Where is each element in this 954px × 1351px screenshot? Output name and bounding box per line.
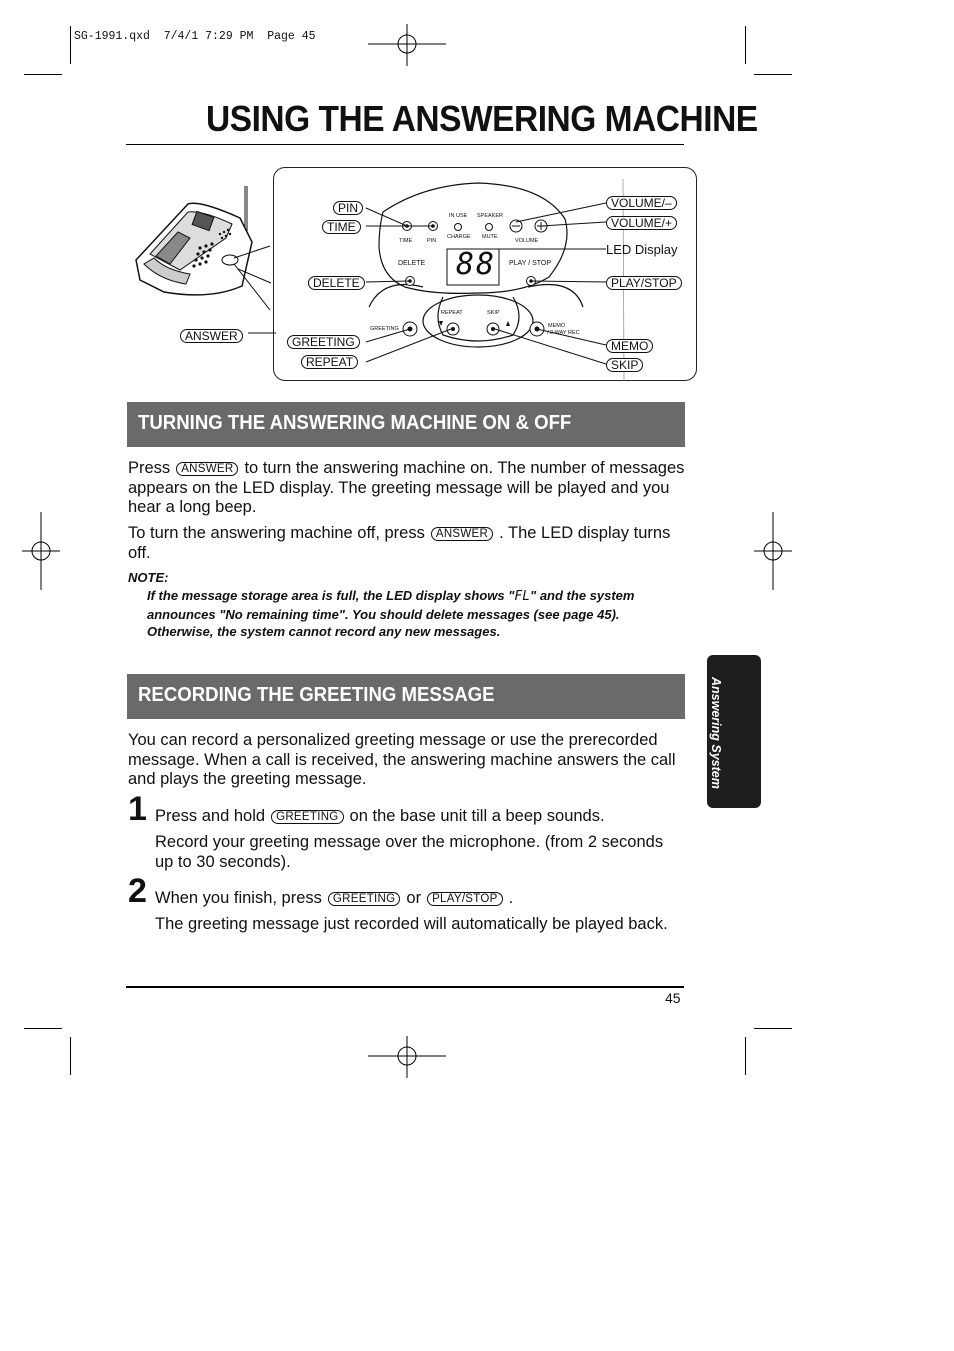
step-number-1: 1 — [128, 790, 147, 828]
callout-repeat: REPEAT — [301, 355, 358, 369]
note-text-after: " and the system announces "No remaining time". You should delete messages (see page 45). Otherwise, the system cannot record any new messages. — [147, 588, 635, 639]
registration-mark-bottom — [368, 1036, 446, 1078]
step1-text-before: Press and hold — [155, 807, 266, 825]
crop-mark — [745, 26, 746, 64]
crop-mark — [24, 74, 62, 75]
panel-label-volume: VOLUME — [515, 238, 539, 244]
crop-mark — [70, 26, 71, 64]
greeting-key-inline: GREETING — [328, 892, 400, 906]
p2-text-before: To turn the answering machine off, press — [128, 524, 425, 542]
callout-time: TIME — [322, 220, 361, 234]
paragraph-greeting-intro: You can record a personalized greeting message or use the prerecorded message. When a call is received, the answering machine answers the call and plays the greeting message. — [128, 731, 676, 788]
page-title: USING THE ANSWERING MACHINE — [206, 98, 758, 139]
p2-text-after: . The LED display turns off. — [128, 524, 671, 562]
crop-mark — [754, 1028, 792, 1029]
callout-led-display: LED Display — [606, 242, 678, 257]
callout-memo: MEMO — [606, 339, 653, 353]
step2-or: or — [406, 889, 422, 907]
panel-label-pin: PIN — [427, 238, 437, 244]
registration-mark-right — [754, 512, 792, 590]
print-header: SG-1991.qxd 7/4/1 7:29 PM Page 45 — [74, 30, 316, 43]
note-label: NOTE: — [128, 570, 169, 585]
callout-volume-plus: VOLUME/+ — [606, 216, 677, 230]
callout-play-stop: PLAY/STOP — [606, 276, 682, 290]
title-rule — [126, 144, 684, 145]
panel-label-delete: DELETE — [398, 260, 426, 267]
panel-label-time: TIME — [399, 238, 413, 244]
callout-delete: DELETE — [308, 276, 365, 290]
callout-volume-minus: VOLUME/– — [606, 196, 677, 210]
registration-mark-top — [368, 24, 446, 66]
answer-key-inline: ANSWER — [176, 462, 238, 476]
footer-rule — [126, 986, 684, 988]
callout-answer: ANSWER — [180, 329, 243, 343]
panel-label-in-use: IN USE — [449, 213, 468, 219]
step2-instruction — [155, 889, 685, 909]
p1-text-after: to turn the answering machine on. The number of messages appears on the LED display. The greeting message will be played and you hear a long beep. — [128, 459, 685, 516]
crop-mark — [24, 1028, 62, 1029]
note-led-fl: FL — [514, 589, 531, 604]
callout-greeting: GREETING — [287, 335, 360, 349]
step2-text-before: When you finish, press — [155, 889, 322, 907]
callout-skip: SKIP — [606, 358, 643, 372]
section-heading-on-off-text: TURNING THE ANSWERING MACHINE ON & OFF — [138, 412, 572, 434]
answer-key-inline: ANSWER — [431, 527, 493, 541]
paragraph-answer-off — [128, 524, 688, 563]
note-text — [147, 587, 677, 641]
panel-label-repeat: REPEAT — [441, 310, 463, 316]
side-tab-label: Answering System — [709, 677, 723, 789]
callout-pin: PIN — [333, 201, 363, 215]
step-number-2: 2 — [128, 872, 147, 910]
registration-mark-left — [22, 512, 60, 590]
section-heading-greeting — [127, 674, 685, 719]
greeting-key-inline: GREETING — [271, 810, 343, 824]
panel-label-speaker: SPEAKER — [477, 213, 503, 219]
side-tab-answering-system — [707, 655, 761, 808]
panel-label-play-stop: PLAY / STOP — [509, 260, 552, 267]
section-heading-on-off — [127, 402, 685, 447]
step2-detail: The greeting message just recorded will automatically be played back. — [155, 915, 668, 933]
section-heading-greeting-text: RECORDING THE GREETING MESSAGE — [138, 684, 495, 706]
panel-label-two-way-rec: / 2 WAY REC — [547, 330, 580, 336]
panel-label-skip: SKIP — [487, 310, 500, 316]
play-stop-key-inline: PLAY/STOP — [427, 892, 503, 906]
step1-text-after: on the base unit till a beep sounds. — [349, 807, 605, 825]
panel-label-memo: MEMO — [548, 323, 566, 329]
paragraph-answer-on — [128, 459, 688, 518]
step1-detail: Record your greeting message over the microphone. (from 2 seconds up to 30 seconds). — [155, 833, 664, 871]
led-display-digits: 88 — [455, 247, 497, 282]
crop-mark — [70, 1037, 71, 1075]
panel-label-charge: CHARGE — [447, 234, 471, 240]
p1-text-before: Press — [128, 459, 171, 477]
crop-mark — [745, 1037, 746, 1075]
panel-label-greeting: GREETING — [370, 326, 399, 332]
step2-text-after: . — [508, 889, 514, 907]
note-text-before: If the message storage area is full, the LED display shows " — [147, 588, 515, 603]
step1-instruction — [155, 807, 685, 827]
panel-label-mute: MUTE — [482, 234, 498, 240]
page-number: 45 — [665, 990, 681, 1006]
crop-mark — [754, 74, 792, 75]
answer-leader-line — [238, 250, 278, 340]
